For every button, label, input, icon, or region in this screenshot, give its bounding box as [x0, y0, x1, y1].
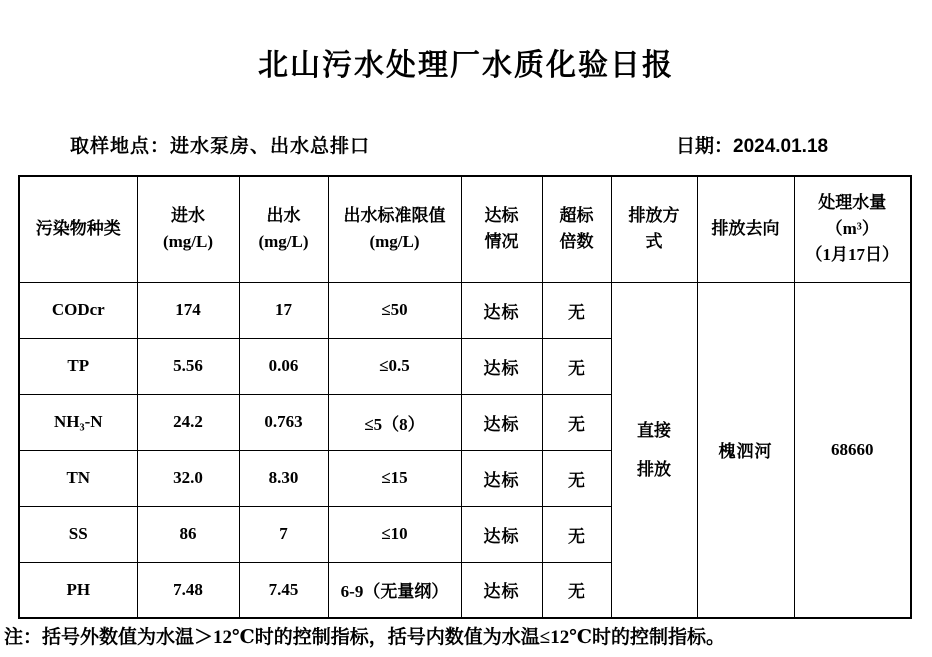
header-unit: （m³） — [825, 219, 879, 239]
compliance-cell: 达标 — [461, 506, 542, 562]
header-discharge-destination — [697, 176, 794, 282]
header-text: 排放去向 — [711, 219, 780, 239]
discharge-destination-cell: 槐泗河 — [697, 282, 794, 618]
header-pollutant-type — [19, 176, 137, 282]
effluent-cell: 7.45 — [239, 562, 328, 618]
header-text: 情况 — [484, 232, 519, 252]
limit-cell: 6-9（无量纲） — [328, 562, 461, 618]
exceed-cell: 无 — [542, 506, 611, 562]
water-quality-table — [18, 175, 912, 619]
discharge-method-line: 排放 — [637, 459, 671, 479]
pollutant-cell: NH₃-N — [19, 394, 137, 450]
limit-cell: ≤50 — [328, 282, 461, 338]
pollutant-cell: TN — [19, 450, 137, 506]
header-date-note: （1月17日） — [805, 245, 899, 265]
compliance-cell: 达标 — [461, 338, 542, 394]
exceed-cell: 无 — [542, 338, 611, 394]
influent-cell: 5.56 — [137, 338, 239, 394]
influent-cell: 7.48 — [137, 562, 239, 618]
compliance-cell: 达标 — [461, 282, 542, 338]
header-text: 式 — [645, 232, 663, 252]
effluent-cell: 8.30 — [239, 450, 328, 506]
limit-cell: ≤0.5 — [328, 338, 461, 394]
header-text: 超标 — [559, 205, 594, 225]
compliance-cell: 达标 — [461, 394, 542, 450]
header-text: 出水标准限值 — [343, 205, 446, 225]
limit-cell: ≤15 — [328, 450, 461, 506]
header-text: 倍数 — [559, 232, 594, 252]
header-text: 排放方 — [628, 205, 680, 225]
header-influent — [137, 176, 239, 282]
effluent-cell: 0.06 — [239, 338, 328, 394]
discharge-method-line: 直接 — [637, 420, 671, 440]
table-row-codcr — [19, 282, 911, 338]
influent-cell: 24.2 — [137, 394, 239, 450]
influent-cell: 32.0 — [137, 450, 239, 506]
compliance-cell: 达标 — [461, 562, 542, 618]
sampling-location-label: 取样地点：进水泵房、出水总排口 — [70, 136, 371, 157]
header-text: 进水 — [171, 205, 205, 225]
report-date-label: 日期：2024.01.18 — [676, 136, 829, 157]
footnote: 注：括号外数值为水温＞12℃时的控制指标，括号内数值为水温≤12℃时的控制指标。 — [4, 627, 725, 648]
limit-cell: ≤10 — [328, 506, 461, 562]
effluent-cell: 0.763 — [239, 394, 328, 450]
treated-volume-cell: 68660 — [794, 282, 911, 618]
header-unit: (mg/L) — [258, 232, 309, 252]
header-exceed-multiple — [542, 176, 611, 282]
limit-cell: ≤5（8） — [328, 394, 461, 450]
header-unit: (mg/L) — [162, 232, 214, 252]
header-discharge-method — [611, 176, 697, 282]
table-header-row — [19, 176, 911, 282]
pollutant-cell: PH — [19, 562, 137, 618]
exceed-cell: 无 — [542, 562, 611, 618]
header-unit: (mg/L) — [369, 232, 420, 252]
pollutant-cell: TP — [19, 338, 137, 394]
header-compliance-status — [461, 176, 542, 282]
discharge-method-cell — [611, 282, 697, 618]
effluent-cell: 7 — [239, 506, 328, 562]
compliance-cell: 达标 — [461, 450, 542, 506]
header-text: 处理水量 — [818, 192, 887, 212]
effluent-cell: 17 — [239, 282, 328, 338]
header-effluent-limit — [328, 176, 461, 282]
page-title: 北山污水处理厂水质化验日报 — [258, 49, 674, 82]
influent-cell: 174 — [137, 282, 239, 338]
pollutant-cell: CODcr — [19, 282, 137, 338]
header-text: 出水 — [266, 205, 301, 225]
influent-cell: 86 — [137, 506, 239, 562]
header-text: 达标 — [484, 205, 519, 225]
header-effluent — [239, 176, 328, 282]
pollutant-cell: SS — [19, 506, 137, 562]
exceed-cell: 无 — [542, 394, 611, 450]
exceed-cell: 无 — [542, 282, 611, 338]
header-treated-volume — [794, 176, 911, 282]
exceed-cell: 无 — [542, 450, 611, 506]
header-text: 污染物种类 — [35, 219, 121, 239]
